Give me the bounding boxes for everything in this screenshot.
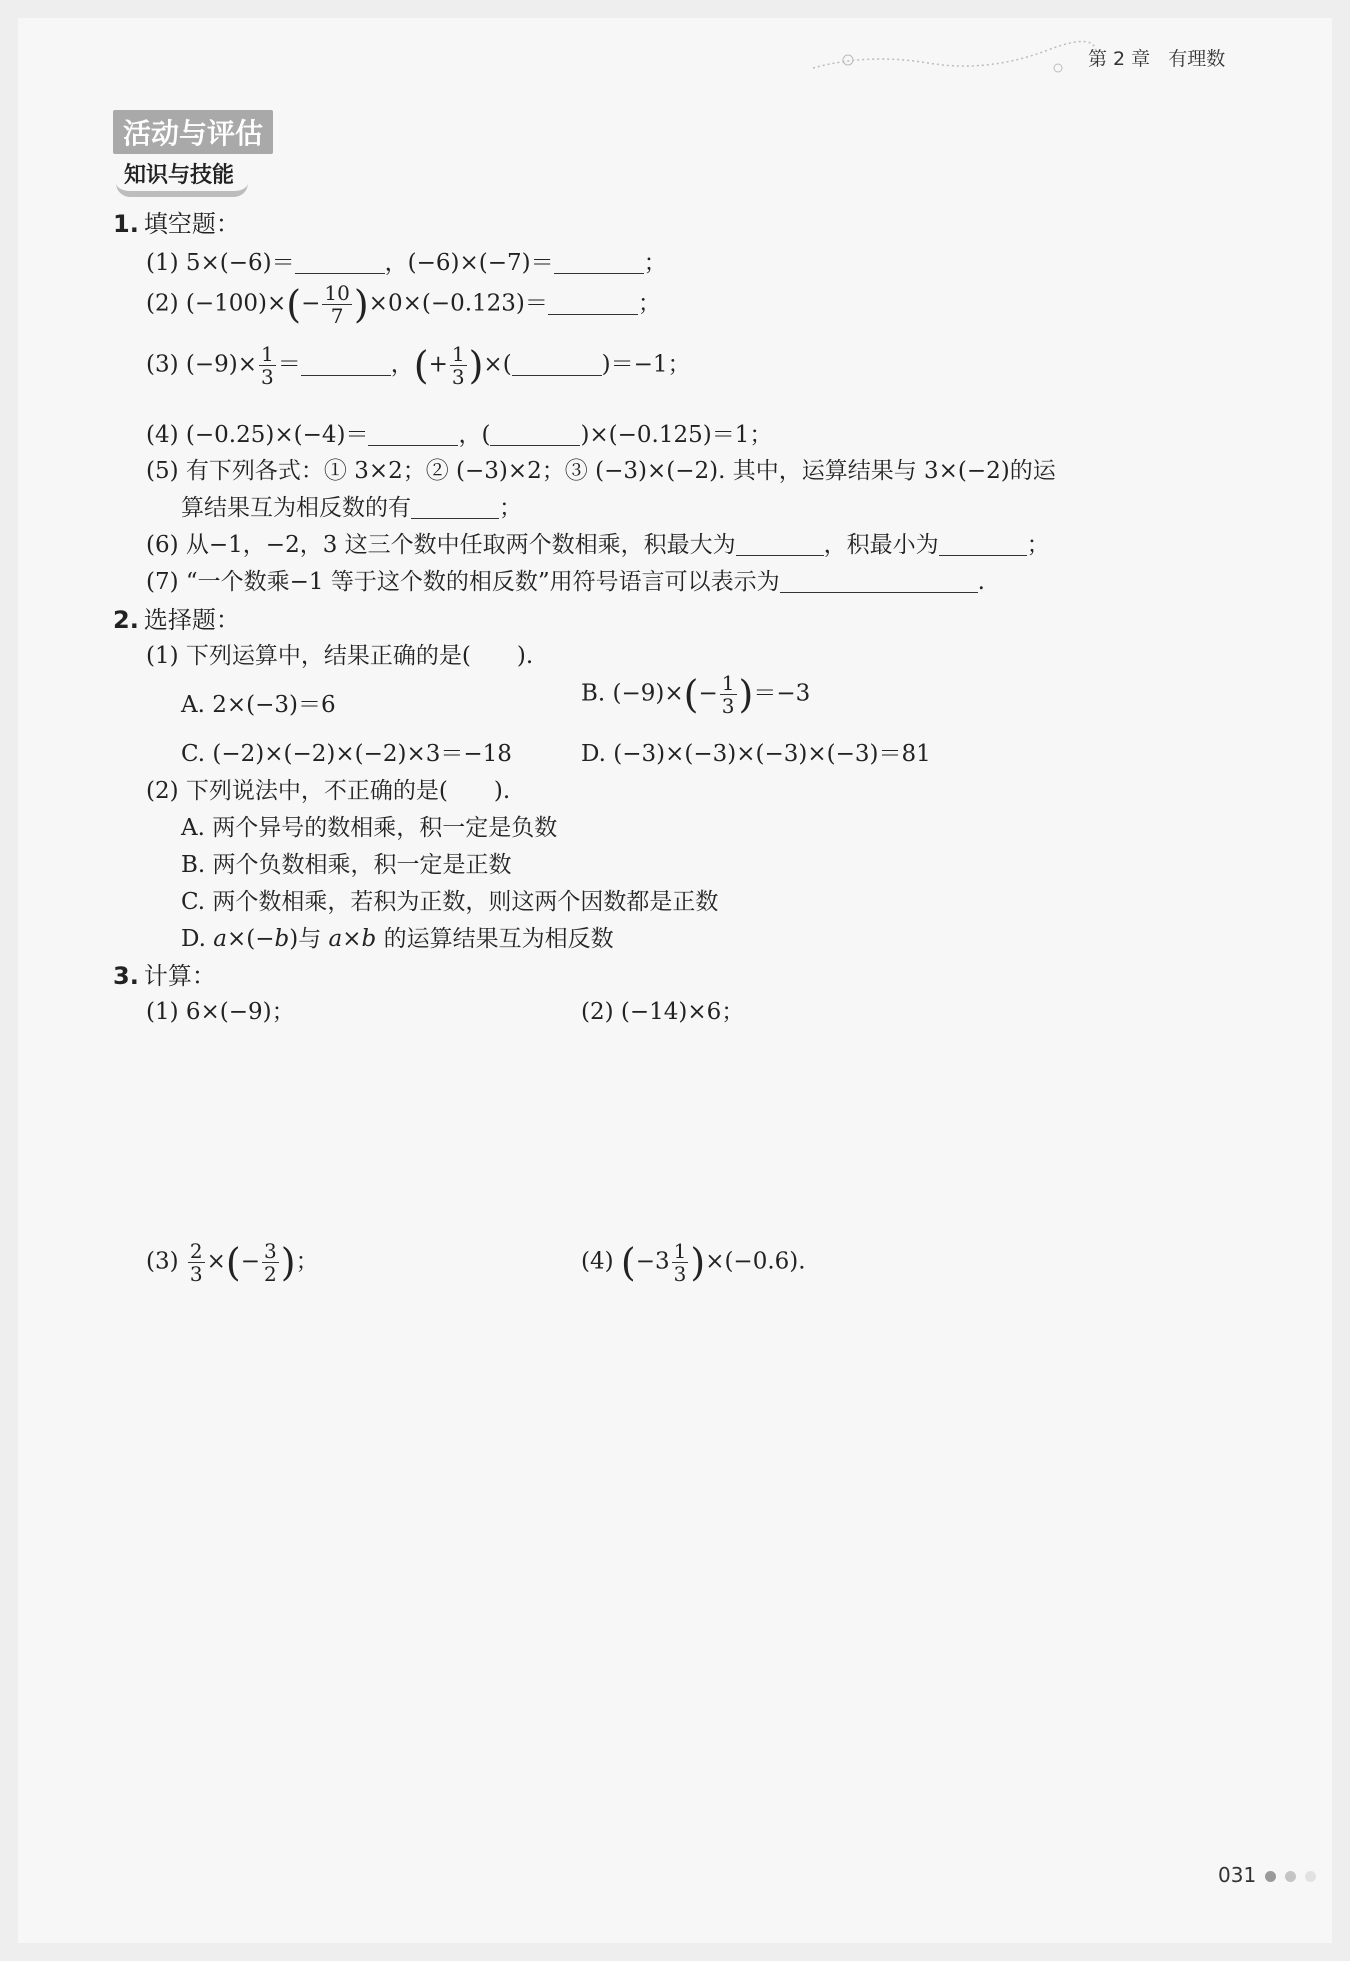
q1-part4: (4) (−0.25)×(−4)＝ ，( )×(−0.125)＝1；	[146, 422, 773, 448]
question-number: 2.	[113, 606, 139, 634]
question-2-header	[113, 600, 240, 635]
question-number: 3.	[113, 962, 139, 990]
fraction: $\frac{10}{7}$	[324, 281, 350, 328]
header-decoration	[808, 38, 1098, 78]
header-chapter	[1088, 44, 1225, 71]
q2-p1-option-b[interactable]: B. (−9)×(− $\frac{1}{3}$ )＝−3	[581, 671, 811, 718]
q2-p1-option-c[interactable]: C. (−2)×(−2)×(−2)×3＝−18	[181, 741, 512, 767]
footer-dot-icon	[1265, 1871, 1276, 1882]
section-title: 活动与评估	[113, 110, 273, 154]
q2-p2-option-c[interactable]: C. 两个数相乘，若积为正数，则这两个因数都是正数	[181, 889, 719, 915]
q2-p1-option-d[interactable]: D. (−3)×(−3)×(−3)×(−3)＝81	[581, 741, 931, 767]
q2-p1-option-a[interactable]: A. 2×(−3)＝6	[181, 692, 336, 718]
chapter-title: 有理数	[1168, 48, 1226, 70]
answer-blank[interactable]	[736, 532, 824, 556]
fraction: $\frac{1}{3}$	[673, 1239, 687, 1286]
q1-part3: (3) (−9)× $\frac{1}{3}$ ＝ ，(+ $\frac{1}{3}$ )×( )＝−1；	[146, 342, 691, 389]
answer-blank[interactable]	[548, 291, 638, 315]
q2-part2: (2) 下列说法中，不正确的是( ).	[146, 778, 511, 804]
q3-calc-4: (4) (−3 $\frac{1}{3}$ )×(−0.6).	[581, 1239, 806, 1286]
answer-blank[interactable]	[295, 250, 385, 274]
answer-blank[interactable]	[411, 495, 499, 519]
q3-calc-3: (3) $\frac{2}{3}$ ×(− $\frac{3}{2}$ )；	[146, 1239, 319, 1286]
textbook-page	[18, 18, 1332, 1943]
page-footer	[1218, 1863, 1316, 1887]
q2-p2-option-d[interactable]: D. a×(−b)与 a×b 的运算结果互为相反数	[181, 926, 614, 952]
fraction: $\frac{1}{3}$	[451, 342, 465, 389]
question-1-header	[113, 204, 240, 239]
subsection-title: 知识与技能	[116, 158, 248, 197]
q1-part7: (7) “一个数乘−1 等于这个数的相反数”用符号语言可以表示为 .	[146, 569, 985, 595]
fraction: $\frac{1}{3}$	[261, 342, 274, 389]
question-label: 填空题：	[143, 210, 240, 238]
answer-blank[interactable]	[554, 250, 644, 274]
footer-dot-icon	[1305, 1871, 1316, 1882]
footer-dot-icon	[1285, 1871, 1296, 1882]
answer-blank[interactable]	[301, 352, 391, 376]
q3-calc-2: (2) (−14)×6；	[581, 999, 745, 1025]
q2-p2-option-b[interactable]: B. 两个负数相乘，积一定是正数	[181, 852, 512, 878]
answer-blank[interactable]	[368, 422, 458, 446]
question-label: 选择题：	[143, 606, 240, 634]
q1-part5-line2: 算结果互为相反数的有 ；	[181, 495, 522, 521]
q1-part6: (6) 从−1，−2，3 这三个数中任取两个数相乘，积最大为 ，积最小为 ；	[146, 532, 1050, 558]
answer-blank[interactable]	[939, 532, 1027, 556]
fraction: $\frac{2}{3}$	[189, 1239, 203, 1286]
question-number: 1.	[113, 210, 139, 238]
question-label: 计算：	[143, 962, 216, 990]
question-3-header	[113, 956, 216, 991]
answer-blank[interactable]	[512, 352, 602, 376]
answer-blank[interactable]	[490, 422, 580, 446]
q3-calc-1: (1) 6×(−9)；	[146, 999, 295, 1025]
answer-blank[interactable]	[780, 569, 978, 593]
q2-part1: (1) 下列运算中，结果正确的是( ).	[146, 643, 534, 669]
fraction: $\frac{1}{3}$	[721, 671, 735, 718]
q1-part1: (1) 5×(−6)＝ ，(−6)×(−7)＝ ；	[146, 250, 667, 276]
q1-part2: (2) (−100)×(− $\frac{10}{7}$ )×0×(−0.123)＝ ；	[146, 281, 661, 328]
chapter-number: 第 2 章	[1088, 48, 1151, 70]
page-number: 031	[1218, 1863, 1257, 1887]
q2-p2-option-a[interactable]: A. 两个异号的数相乘，积一定是负数	[181, 815, 558, 841]
q1-part5-line1: (5) 有下列各式：① 3×2；② (−3)×2；③ (−3)×(−2). 其中，运算结果与 3×(−2)的运	[146, 458, 1056, 484]
fraction: $\frac{3}{2}$	[264, 1239, 277, 1286]
